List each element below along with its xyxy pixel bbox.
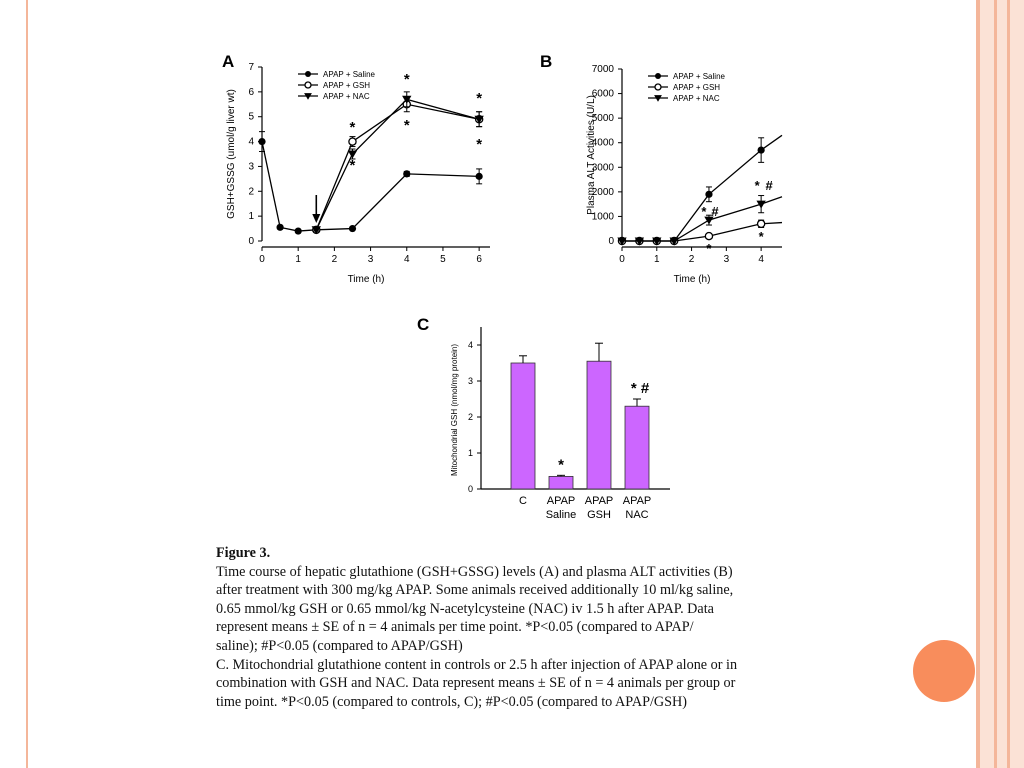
- significance-mark: *: [403, 117, 410, 134]
- y-tick-label: 3000: [591, 162, 614, 174]
- x-tick-label: 1: [654, 254, 660, 265]
- bar: [587, 361, 611, 489]
- bar: [549, 476, 573, 489]
- y-tick-label: 6000: [591, 88, 614, 100]
- bar: [625, 406, 649, 489]
- y-tick-label: 2000: [591, 186, 614, 198]
- significance-mark: *: [701, 204, 707, 219]
- significance-mark: *: [476, 90, 483, 107]
- y-tick-label: 3: [248, 161, 254, 173]
- y-tick-label: 0: [248, 236, 254, 247]
- y-tick-label: 4: [467, 340, 473, 350]
- x-tick-label: 6: [476, 254, 482, 265]
- x-tick-label: 1: [295, 254, 301, 265]
- x-tick-label: 3: [367, 254, 374, 265]
- data-point: [655, 84, 661, 90]
- y-tick-label: 6: [248, 86, 254, 98]
- panel-a-chart: [222, 52, 490, 285]
- significance-mark: * #: [630, 380, 650, 397]
- data-point: [349, 225, 356, 232]
- x-axis-label: Time (h): [347, 274, 385, 285]
- y-tick-label: 4000: [591, 137, 614, 149]
- legend-label: APAP + GSH: [323, 81, 371, 90]
- significance-mark: *: [349, 157, 356, 174]
- y-tick-label: 1: [467, 448, 473, 458]
- x-tick-label: 0: [259, 254, 265, 265]
- y-tick-label: 2: [467, 412, 473, 422]
- x-tick-label: 5: [440, 254, 446, 265]
- data-point: [295, 227, 302, 234]
- category-label: APAP: [584, 495, 614, 507]
- significance-mark: *: [558, 456, 564, 474]
- y-tick-label: 5000: [591, 113, 614, 125]
- x-tick-label: 4: [758, 254, 764, 265]
- category-label: GSH: [587, 509, 611, 521]
- bar: [511, 363, 535, 489]
- significance-mark: *: [754, 178, 760, 193]
- x-tick-label: 2: [331, 254, 338, 265]
- caption-title: Figure 3.: [216, 545, 271, 561]
- significance-mark: #: [711, 204, 719, 219]
- significance-mark: *: [349, 119, 356, 136]
- panel-c-chart: [417, 315, 670, 521]
- category-label: APAP: [546, 495, 576, 507]
- y-tick-label: 7: [248, 62, 254, 73]
- caption-line: after treatment with 300 mg/kg APAP. Some animals received additionally 10 ml/kg saline,: [216, 582, 734, 599]
- data-point: [476, 173, 483, 180]
- caption-line: C. Mitochondrial glutathione content in controls or 2.5 h after injection of APAP alone or in: [216, 656, 738, 673]
- caption-line: 0.65 mmol/kg GSH or 0.65 mmol/kg N-acetylcysteine (NAC) iv 1.5 h after APAP. Data: [216, 600, 714, 617]
- legend-label: APAP + Saline: [323, 70, 375, 79]
- x-tick-label: 0: [619, 254, 625, 265]
- data-point: [655, 73, 661, 79]
- series-line: [316, 104, 479, 230]
- category-label: APAP: [622, 495, 652, 507]
- y-tick-label: 4: [248, 136, 254, 148]
- data-point: [349, 138, 356, 145]
- category-label: C: [519, 495, 527, 507]
- caption-line: combination with GSH and NAC. Data represent means ± SE of n = 4 animals per group or: [216, 675, 736, 692]
- caption-line: saline); #P<0.05 (compared to APAP/GSH): [216, 637, 463, 654]
- x-tick-label: 3: [723, 254, 730, 265]
- panel-letter: C: [417, 315, 430, 334]
- caption-line: Time course of hepatic glutathione (GSH+GSSG) levels (A) and plasma ALT activities (B): [216, 563, 733, 580]
- caption-line: represent means ± SE of n = 4 animals per time point. *P<0.05 (compared to APAP/: [216, 619, 694, 636]
- data-point: [705, 191, 712, 198]
- y-axis-label: Plasma ALT Activities (U/L): [586, 95, 597, 215]
- significance-mark: #: [765, 178, 773, 193]
- panel-letter: A: [222, 52, 235, 71]
- significance-mark: *: [706, 241, 712, 256]
- y-tick-label: 2: [248, 186, 254, 198]
- significance-mark: *: [403, 71, 410, 88]
- legend-label: APAP + GSH: [673, 83, 721, 92]
- significance-mark: *: [476, 136, 483, 153]
- significance-mark: *: [758, 229, 764, 244]
- series-line: [262, 142, 479, 231]
- series-line: [316, 99, 479, 230]
- figure-caption: [216, 544, 836, 711]
- y-axis-label: Mitochondrial GSH (nmol/mg protein): [450, 343, 459, 477]
- data-point: [758, 146, 765, 153]
- y-tick-label: 7000: [591, 64, 614, 75]
- y-tick-label: 1: [248, 211, 254, 223]
- legend-label: APAP + NAC: [323, 92, 370, 101]
- y-tick-label: 0: [608, 236, 614, 247]
- data-point: [403, 170, 410, 177]
- x-tick-label: 4: [403, 254, 410, 265]
- data-point: [276, 224, 283, 231]
- y-axis-label: GSH+GSSG (umol/g liver wt): [226, 89, 237, 219]
- y-tick-label: 3: [467, 376, 473, 386]
- y-tick-label: 1000: [591, 211, 614, 223]
- data-point: [305, 82, 311, 88]
- panel-letter: B: [540, 52, 553, 71]
- data-point: [705, 232, 712, 239]
- data-point: [258, 138, 265, 145]
- data-point: [305, 71, 311, 77]
- legend-label: APAP + Saline: [673, 72, 725, 81]
- category-label: Saline: [545, 509, 577, 521]
- caption-line: time point. *P<0.05 (compared to controls, C); #P<0.05 (compared to APAP/GSH): [216, 693, 688, 710]
- x-axis-label: Time (h): [673, 274, 711, 285]
- y-tick-label: 0: [467, 484, 473, 494]
- category-label: NAC: [625, 509, 649, 521]
- data-point: [758, 220, 765, 227]
- panel-b-chart: [540, 52, 782, 285]
- x-tick-label: 2: [688, 254, 695, 265]
- y-tick-label: 5: [248, 111, 254, 123]
- legend-label: APAP + NAC: [673, 94, 720, 103]
